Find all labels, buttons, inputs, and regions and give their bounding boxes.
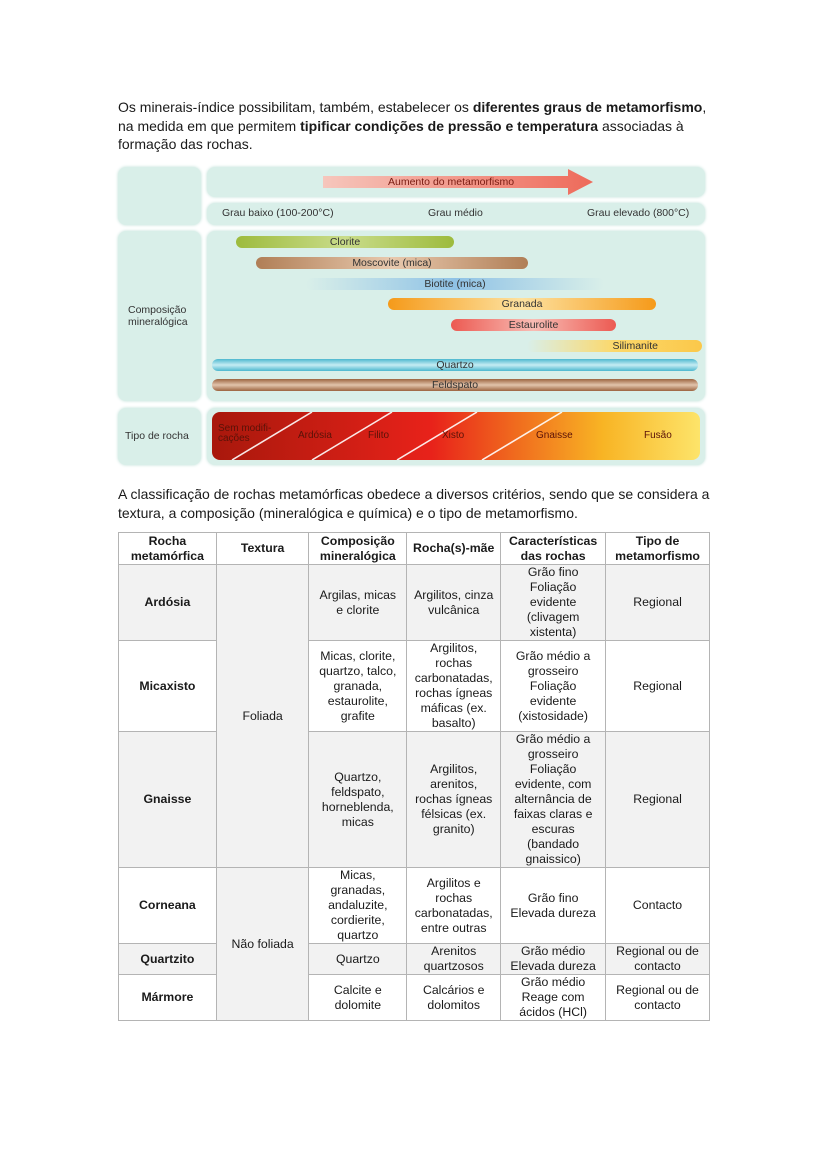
cell-line: evidente bbox=[529, 693, 577, 708]
cell-line: estaurolite, bbox=[327, 693, 388, 708]
texture-cell: Foliada bbox=[216, 565, 309, 868]
cell-line: granada, bbox=[333, 678, 383, 693]
cell-line: evidente, com bbox=[514, 777, 592, 791]
composition-cell bbox=[309, 944, 407, 975]
cell-line: grosseiro bbox=[527, 663, 579, 678]
table-row bbox=[119, 944, 710, 975]
rock-name: Quartzito bbox=[119, 944, 217, 975]
intro-text-1: Os minerais-índice possibilitam, também, estabelecer os bbox=[118, 99, 473, 115]
cell-line: grosseiro bbox=[527, 747, 579, 761]
cell-line: quartzo, talco, bbox=[319, 663, 397, 678]
composition-label-line2: mineralógica bbox=[128, 316, 188, 328]
rock-ardosia: Ardósia bbox=[298, 430, 332, 441]
cell-line: escuras bbox=[531, 822, 575, 836]
header-caracteristicas bbox=[501, 533, 606, 565]
header-tipo bbox=[606, 533, 710, 565]
cell-line: Foliação bbox=[529, 580, 577, 594]
cell-line: Regional bbox=[633, 595, 682, 609]
mineral-bar-clorite bbox=[236, 236, 454, 248]
cell-line: carbonatadas, bbox=[414, 905, 493, 920]
cell-line: félsicas (ex. bbox=[421, 807, 487, 821]
metamorphism-diagram bbox=[118, 165, 708, 470]
mineral-label: Feldspato bbox=[431, 379, 479, 391]
cell-line: Quartzo bbox=[335, 951, 380, 966]
rock-name: Corneana bbox=[119, 868, 217, 944]
header-text: mineralógica bbox=[319, 548, 396, 563]
rock-fusao: Fusão bbox=[644, 430, 672, 441]
rock-name: Micaxisto bbox=[119, 641, 217, 732]
cell-line: Quartzo, bbox=[334, 769, 382, 784]
cell-line: Elevada dureza bbox=[510, 959, 596, 973]
rock-sem-modificacoes bbox=[218, 424, 271, 444]
cell-line: Regional bbox=[633, 678, 682, 693]
classification-paragraph: A classificação de rochas metamórficas obedece a diversos critérios, sendo que se considera a textura, a composição (mineralógica e química) e o tipo de metamorfismo. bbox=[118, 486, 710, 521]
intro-text-3: associadas à formação das rochas. bbox=[118, 117, 684, 152]
composition-row-label bbox=[128, 304, 188, 328]
mineral-label: Biotite (mica) bbox=[424, 278, 486, 290]
rock-label-line1: Sem modifi- bbox=[218, 423, 272, 434]
cell-line: rochas bbox=[435, 890, 473, 905]
cell-line: contacto bbox=[634, 997, 681, 1012]
cell-line: Argilitos, bbox=[430, 762, 478, 776]
composition-cell bbox=[309, 732, 407, 868]
cell-line: rochas ígneas bbox=[415, 792, 493, 806]
texture-cell: Não foliada bbox=[216, 868, 309, 1021]
cell-line: carbonatadas, bbox=[414, 671, 493, 685]
composition-cell bbox=[309, 641, 407, 732]
table-header-row bbox=[119, 533, 710, 565]
table-row bbox=[119, 868, 710, 944]
cell-line: Grão fino bbox=[527, 890, 579, 905]
cell-line: feldspato, bbox=[331, 784, 385, 799]
table-row bbox=[119, 565, 710, 641]
rock-gnaisse: Gnaisse bbox=[536, 430, 573, 441]
cell-line: Regional ou de bbox=[616, 982, 699, 997]
cell-line: Arenitos bbox=[431, 944, 477, 958]
rock-name: Ardósia bbox=[119, 565, 217, 641]
metamorphic-rocks-table bbox=[118, 532, 710, 1021]
cell-line: granadas, bbox=[330, 883, 386, 897]
mineral-label: Clorite bbox=[329, 236, 361, 248]
cell-line: dolomite bbox=[334, 997, 382, 1012]
header-rocha-mae bbox=[407, 533, 501, 565]
header-text: Composição bbox=[320, 533, 395, 548]
composition-label-line1: Composição bbox=[128, 304, 187, 316]
parent-rock-cell bbox=[407, 975, 501, 1021]
intro-bold-1: diferentes graus de metamorfismo bbox=[472, 99, 703, 115]
table-row bbox=[119, 732, 710, 868]
header-text: Rocha(s)-mãe bbox=[413, 541, 495, 555]
rock-row-label: Tipo de rocha bbox=[125, 430, 189, 442]
intro-text-2: , na medida em que permitem bbox=[118, 99, 707, 134]
cell-line: Argilitos e bbox=[426, 875, 481, 890]
metamorphism-type-cell bbox=[606, 975, 710, 1021]
table-row bbox=[119, 975, 710, 1021]
cell-line: micas bbox=[341, 814, 374, 829]
cell-line: Grão médio a bbox=[515, 732, 591, 746]
cell-line: Regional bbox=[633, 792, 682, 806]
cell-line: Contacto bbox=[632, 898, 683, 912]
cell-line: Argilitos, cinza bbox=[414, 587, 494, 602]
cell-line: rochas ígneas bbox=[415, 686, 493, 700]
characteristics-cell bbox=[501, 732, 606, 868]
arrow-label: Aumento do metamorfismo bbox=[388, 176, 515, 188]
header-label-box bbox=[118, 167, 201, 225]
cell-line: Calcários e bbox=[422, 982, 485, 997]
metamorphism-type-cell bbox=[606, 565, 710, 641]
characteristics-cell bbox=[501, 565, 606, 641]
cell-line: Grão médio a bbox=[515, 648, 591, 663]
header-rocha bbox=[119, 533, 217, 565]
characteristics-cell bbox=[501, 944, 606, 975]
cell-line: quartzo bbox=[337, 928, 379, 942]
header-text: das rochas bbox=[520, 548, 586, 563]
metamorphism-type-cell bbox=[606, 868, 710, 944]
intro-bold-2: tipificar condições de pressão e temperatura bbox=[300, 117, 599, 134]
cell-line: horneblenda, bbox=[321, 799, 394, 814]
mineral-label: Silimanite bbox=[612, 340, 658, 352]
cell-line: Grão fino bbox=[527, 565, 579, 579]
mineral-bar-estaurolite bbox=[451, 319, 616, 331]
mineral-bar-feldspato bbox=[212, 379, 698, 391]
parent-rock-cell bbox=[407, 944, 501, 975]
mineral-bar-granada bbox=[388, 298, 656, 310]
header-text: Textura bbox=[240, 541, 285, 555]
cell-line: Grão médio bbox=[521, 944, 586, 958]
header-text: Tipo de bbox=[635, 533, 680, 548]
composition-cell bbox=[309, 565, 407, 641]
intro-paragraph bbox=[118, 98, 718, 154]
cell-line: andaluzite, bbox=[328, 898, 388, 912]
grade-mid: Grau médio bbox=[428, 207, 483, 219]
rock-filito: Filito bbox=[368, 430, 390, 441]
cell-line: máficas (ex. bbox=[420, 701, 487, 715]
cell-line: basalto) bbox=[431, 716, 476, 730]
cell-line: granito) bbox=[432, 822, 475, 836]
rock-name: Gnaisse bbox=[119, 732, 217, 868]
cell-line: (clivagem bbox=[526, 610, 580, 624]
mineral-bar-silimanite bbox=[527, 340, 702, 352]
mineral-bar-moscovite bbox=[256, 257, 528, 269]
metamorphism-type-cell bbox=[606, 944, 710, 975]
cell-line: faixas claras e bbox=[513, 807, 593, 821]
parent-rock-cell bbox=[407, 732, 501, 868]
cell-line: Foliação bbox=[529, 762, 577, 776]
characteristics-cell bbox=[501, 868, 606, 944]
header-text: Características bbox=[509, 533, 598, 548]
cell-line: evidente bbox=[529, 595, 577, 609]
mineral-label: Granada bbox=[501, 298, 543, 310]
mineral-label: Estaurolite bbox=[508, 319, 559, 331]
cell-line: arenitos, bbox=[430, 777, 478, 791]
header-textura bbox=[216, 533, 309, 565]
cell-line: Foliação bbox=[529, 678, 577, 693]
cell-line: (xistosidade) bbox=[518, 708, 588, 723]
cell-line: Calcite e bbox=[333, 982, 382, 997]
cell-line: Argilas, micas bbox=[319, 587, 397, 602]
cell-line: contacto bbox=[634, 959, 681, 973]
cell-line: vulcânica bbox=[428, 602, 480, 617]
parent-rock-cell bbox=[407, 641, 501, 732]
cell-line: gnaissico) bbox=[525, 852, 581, 866]
mineral-bar-quartzo bbox=[212, 359, 698, 371]
parent-rock-cell bbox=[407, 868, 501, 944]
header-text: metamorfismo bbox=[615, 548, 700, 563]
cell-line: Regional ou de bbox=[616, 944, 699, 958]
cell-line: entre outras bbox=[420, 920, 487, 935]
cell-line: e clorite bbox=[336, 602, 380, 617]
cell-line: cordierite, bbox=[330, 913, 385, 927]
rock-label-line2: cações bbox=[218, 433, 250, 444]
grade-low: Grau baixo (100-200°C) bbox=[222, 207, 334, 219]
cell-line: alternância de bbox=[514, 792, 592, 806]
header-text: Rocha bbox=[148, 533, 187, 548]
cell-line: dolomitos bbox=[427, 997, 481, 1012]
metamorphism-type-cell bbox=[606, 641, 710, 732]
characteristics-cell bbox=[501, 641, 606, 732]
cell-line: Argilitos, bbox=[430, 641, 478, 655]
grade-high: Grau elevado (800°C) bbox=[587, 207, 690, 219]
mineral-bar-biotite bbox=[306, 278, 604, 290]
cell-line: Elevada dureza bbox=[510, 905, 596, 920]
rock-xisto: Xisto bbox=[442, 430, 465, 441]
metamorphism-type-cell bbox=[606, 732, 710, 868]
cell-line: (bandado bbox=[527, 837, 580, 851]
rock-name: Mármore bbox=[119, 975, 217, 1021]
cell-line: Micas, bbox=[340, 868, 376, 882]
cell-line: quartzosos bbox=[423, 959, 484, 973]
header-composicao bbox=[309, 533, 407, 565]
composition-cell bbox=[309, 868, 407, 944]
cell-line: rochas bbox=[435, 656, 473, 670]
parent-rock-cell bbox=[407, 565, 501, 641]
mineral-label: Moscovite (mica) bbox=[352, 257, 432, 269]
cell-line: xistenta) bbox=[529, 625, 577, 639]
cell-line: Reage com bbox=[521, 990, 585, 1004]
header-text: metamórfica bbox=[130, 548, 204, 563]
cell-line: Micas, clorite, bbox=[320, 648, 396, 663]
characteristics-cell bbox=[501, 975, 606, 1021]
table-row bbox=[119, 641, 710, 732]
cell-line: grafite bbox=[340, 708, 375, 723]
cell-line: ácidos (HCl) bbox=[519, 1005, 587, 1019]
cell-line: Grão médio bbox=[521, 975, 586, 989]
mineral-label: Quartzo bbox=[436, 359, 474, 371]
composition-cell bbox=[309, 975, 407, 1021]
